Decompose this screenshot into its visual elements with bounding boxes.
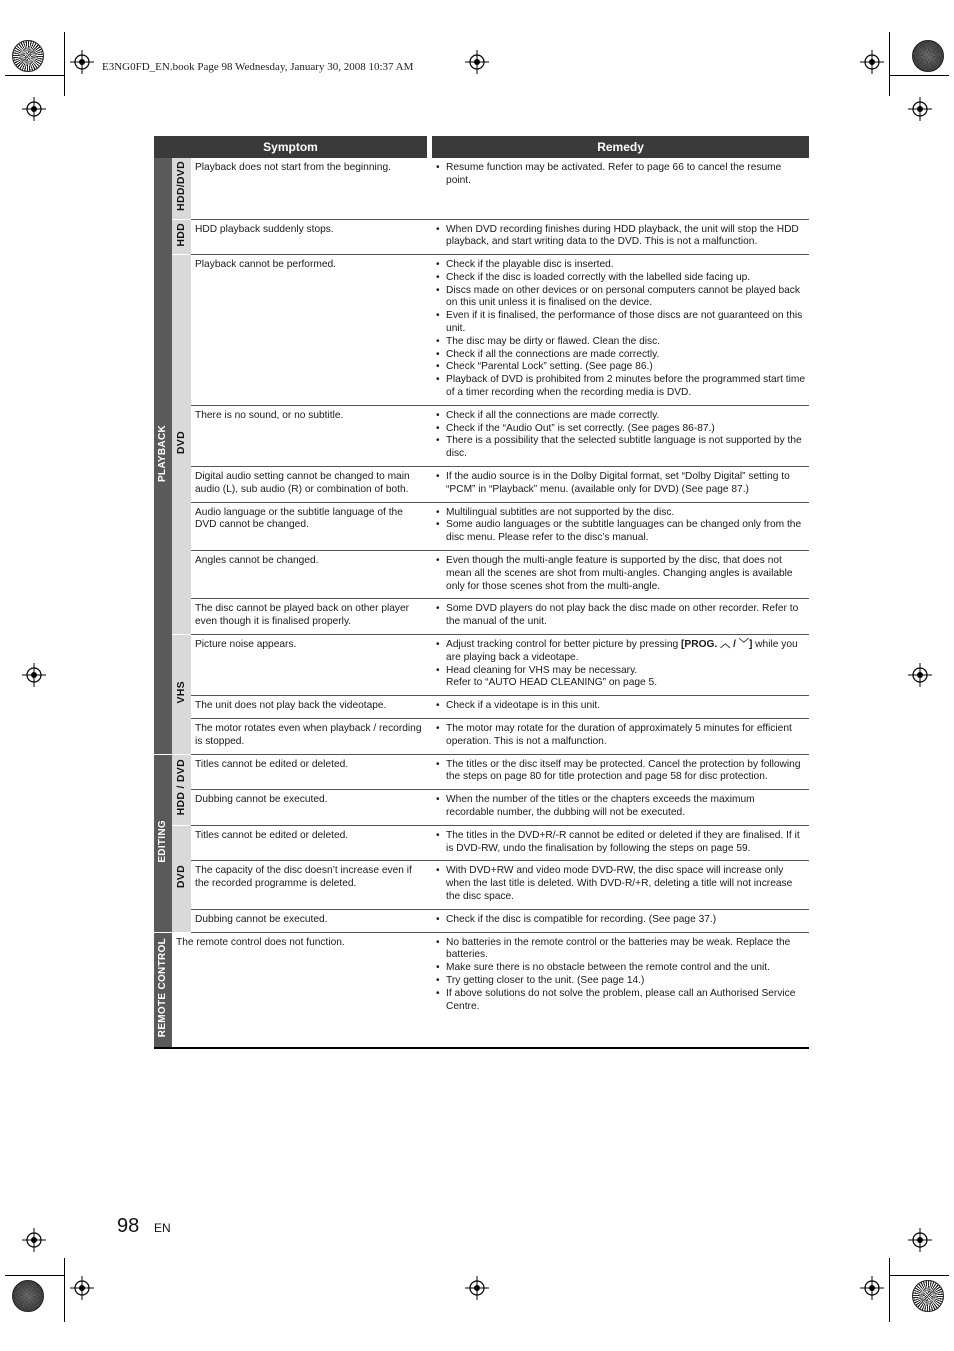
remedy-header: Remedy xyxy=(432,136,809,158)
table-row xyxy=(154,467,809,503)
category-playback: PLAYBACK xyxy=(154,158,172,755)
registration-rosette-icon xyxy=(12,40,44,72)
remedy-cell xyxy=(432,255,809,406)
remedy-item: • The titles or the disc itself may be protected. Cancel the protection by following the steps on page 80 for title protection and page 58 for disc protection. xyxy=(436,759,805,785)
table-row xyxy=(154,861,809,909)
subcategory-vhs: VHS xyxy=(172,635,191,755)
remedy-cell xyxy=(432,719,809,755)
remedy-item: • With DVD+RW and video mode DVD-RW, the disc space will increase only when the last title is deleted. With DVD-R/+R, deleting a title will not increase the disc space. xyxy=(436,865,805,903)
registration-mark-icon xyxy=(22,1228,46,1252)
table-row xyxy=(154,255,809,406)
symptom-cell: HDD playback suddenly stops. xyxy=(191,219,427,255)
table-row xyxy=(154,790,809,826)
remedy-item: • If the audio source is in the Dolby Digital format, set “Dolby Digital” setting to “PCM” in “Playback” menu. (available only for DVD) (See page 87.) xyxy=(436,471,805,497)
remedy-item: • Resume function may be activated. Refer to page 66 to cancel the resume point. xyxy=(436,162,805,188)
remedy-item: • If above solutions do not solve the problem, please call an Authorised Service Centre. xyxy=(436,988,805,1014)
registration-mark-icon xyxy=(860,1276,884,1300)
symptom-cell: Dubbing cannot be executed. xyxy=(191,790,427,826)
remedy-item: • Check if a videotape is in this unit. xyxy=(436,700,805,713)
symptom-cell: Picture noise appears. xyxy=(191,635,427,696)
symptom-cell: Titles cannot be edited or deleted. xyxy=(191,825,427,861)
subcategory-dvd-editing: DVD xyxy=(172,825,191,932)
remedy-cell xyxy=(432,551,809,599)
symptom-cell: Titles cannot be edited or deleted. xyxy=(191,755,427,790)
registration-mark-icon xyxy=(70,50,94,74)
table-row xyxy=(154,635,809,696)
remedy-cell xyxy=(432,219,809,255)
category-remote-control: REMOTE CONTROL xyxy=(154,932,172,1048)
registration-mark-icon xyxy=(465,1276,489,1300)
registration-mark-icon xyxy=(22,663,46,687)
remedy-cell xyxy=(432,790,809,826)
registration-mark-icon xyxy=(465,50,489,74)
remedy-item: • Adjust tracking control for better picture by pressing [PROG. ︿ / ﹀] while you are playing back a videotape. xyxy=(436,639,805,665)
crop-line xyxy=(889,32,890,96)
remedy-item: • Check if the disc is compatible for recording. (See page 37.) xyxy=(436,914,805,927)
page-number: 98 xyxy=(117,1215,140,1237)
subcategory-hdd-slash-dvd: HDD / DVD xyxy=(172,755,191,826)
remedy-item: • Try getting closer to the unit. (See page 14.) xyxy=(436,975,805,988)
remedy-item: • Check if the playable disc is inserted. xyxy=(436,259,805,272)
registration-mark-icon xyxy=(908,1228,932,1252)
remedy-cell xyxy=(432,635,809,696)
table-row xyxy=(154,755,809,790)
registration-rosette-icon xyxy=(12,1280,44,1312)
subcategory-hdd: HDD xyxy=(172,219,191,255)
table-header-row xyxy=(154,136,809,158)
crop-line xyxy=(5,1275,65,1276)
table-row xyxy=(154,825,809,861)
table-row xyxy=(154,551,809,599)
remedy-cell xyxy=(432,755,809,790)
remedy-item: • When the number of the titles or the chapters exceeds the maximum recordable number, the dubbing will not be executed. xyxy=(436,794,805,820)
subcategory-hdd-dvd: HDD/DVD xyxy=(172,158,191,219)
crop-line xyxy=(889,1275,949,1276)
remedy-item: • Check if the disc is loaded correctly with the labelled side facing up. xyxy=(436,272,805,285)
table-row xyxy=(154,405,809,466)
registration-rosette-icon xyxy=(912,40,944,72)
remedy-cell xyxy=(432,696,809,719)
crop-line xyxy=(64,32,65,96)
remedy-cell xyxy=(432,825,809,861)
symptom-cell: Digital audio setting cannot be changed to main audio (L), sub audio (R) or combination of both. xyxy=(191,467,427,503)
remedy-item: • Check if all the connections are made correctly. xyxy=(436,349,805,362)
symptom-cell: Audio language or the subtitle language of the DVD cannot be changed. xyxy=(191,502,427,550)
print-header: E3NG0FD_EN.book Page 98 Wednesday, January 30, 2008 10:37 AM xyxy=(102,61,414,73)
symptom-cell: The motor rotates even when playback / recording is stopped. xyxy=(191,719,427,755)
crop-line xyxy=(5,75,65,76)
remedy-item: • Multilingual subtitles are not supported by the disc. xyxy=(436,507,805,520)
table-row xyxy=(154,599,809,635)
registration-mark-icon xyxy=(860,50,884,74)
table-row xyxy=(154,502,809,550)
remedy-item: • Even though the multi-angle feature is supported by the disc, that does not mean all the scenes are shot from multi-angles. Changing angles is available only for those scenes shot from the multi-angle. xyxy=(436,555,805,593)
registration-mark-icon xyxy=(908,97,932,121)
remedy-item: • When DVD recording finishes during HDD playback, the unit will stop the HDD playback, and start writing data to the DVD. This is not a malfunction. xyxy=(436,224,805,250)
symptom-cell: Playback cannot be performed. xyxy=(191,255,427,406)
symptom-cell: The unit does not play back the videotape. xyxy=(191,696,427,719)
remedy-cell xyxy=(432,861,809,909)
category-editing: EDITING xyxy=(154,755,172,932)
remedy-item: • There is a possibility that the selected subtitle language is not supported by the disc. xyxy=(436,435,805,461)
crop-line xyxy=(64,1258,65,1322)
remedy-item: • Some DVD players do not play back the disc made on other recorder. Refer to the manual of the unit. xyxy=(436,603,805,629)
registration-rosette-icon xyxy=(912,1280,944,1312)
remedy-item: • Make sure there is no obstacle between the remote control and the unit. xyxy=(436,962,805,975)
symptom-cell: There is no sound, or no subtitle. xyxy=(191,405,427,466)
table-row xyxy=(154,696,809,719)
remedy-item: • Check “Parental Lock” setting. (See page 86.) xyxy=(436,361,805,374)
remedy-item: • Check if all the connections are made correctly. xyxy=(436,410,805,423)
remedy-item: • Even if it is finalised, the performance of those discs are not guaranteed on this unit. xyxy=(436,310,805,336)
crop-line xyxy=(889,75,949,76)
table-row xyxy=(154,932,809,1048)
remedy-item: • No batteries in the remote control or the batteries may be weak. Replace the batteries. xyxy=(436,937,805,963)
remedy-item: • Discs made on other devices or on personal computers cannot be played back on this unit unless it is finalised on the device. xyxy=(436,285,805,311)
symptom-cell: Dubbing cannot be executed. xyxy=(191,909,427,932)
table-row xyxy=(154,719,809,755)
remedy-cell xyxy=(432,932,809,1048)
symptom-cell: Angles cannot be changed. xyxy=(191,551,427,599)
remedy-cell xyxy=(432,909,809,932)
remedy-cell xyxy=(432,502,809,550)
registration-mark-icon xyxy=(22,97,46,121)
symptom-cell: Playback does not start from the beginning. xyxy=(191,158,427,219)
remedy-item: • The motor may rotate for the duration of approximately 5 minutes for efficient operation. This is not a malfunction. xyxy=(436,723,805,749)
page-language: EN xyxy=(154,1221,171,1235)
table-row xyxy=(154,219,809,255)
remedy-item: • Playback of DVD is prohibited from 2 minutes before the programmed start time of a timer recording when the recording media is DVD. xyxy=(436,374,805,400)
registration-mark-icon xyxy=(908,663,932,687)
prog-key-label: [PROG. ︿ / ﹀] xyxy=(681,639,753,651)
troubleshooting-table xyxy=(154,136,809,1049)
remedy-cell xyxy=(432,405,809,466)
crop-line xyxy=(889,1258,890,1322)
remedy-cell xyxy=(432,467,809,503)
remedy-item: • Check if the “Audio Out” is set correctly. (See pages 86-87.) xyxy=(436,423,805,436)
subcategory-dvd: DVD xyxy=(172,255,191,635)
remedy-item: • The titles in the DVD+R/-R cannot be edited or deleted if they are finalised. If it is DVD-RW, undo the finalisation by following the steps on page 59. xyxy=(436,830,805,856)
remedy-item: • Head cleaning for VHS may be necessary. Refer to “AUTO HEAD CLEANING” on page 5. xyxy=(436,665,805,691)
symptom-cell: The capacity of the disc doesn’t increase even if the recorded programme is deleted. xyxy=(191,861,427,909)
symptom-header: Symptom xyxy=(154,136,427,158)
table-row xyxy=(154,158,809,219)
remedy-item: • The disc may be dirty or flawed. Clean the disc. xyxy=(436,336,805,349)
symptom-cell: The disc cannot be played back on other player even though it is finalised properly. xyxy=(191,599,427,635)
symptom-cell: The remote control does not function. xyxy=(172,932,427,1048)
remedy-cell xyxy=(432,599,809,635)
remedy-item: • Some audio languages or the subtitle languages can be changed only from the disc menu. Please refer to the disc’s manual. xyxy=(436,519,805,545)
registration-mark-icon xyxy=(70,1276,94,1300)
table-row xyxy=(154,909,809,932)
remedy-cell xyxy=(432,158,809,219)
